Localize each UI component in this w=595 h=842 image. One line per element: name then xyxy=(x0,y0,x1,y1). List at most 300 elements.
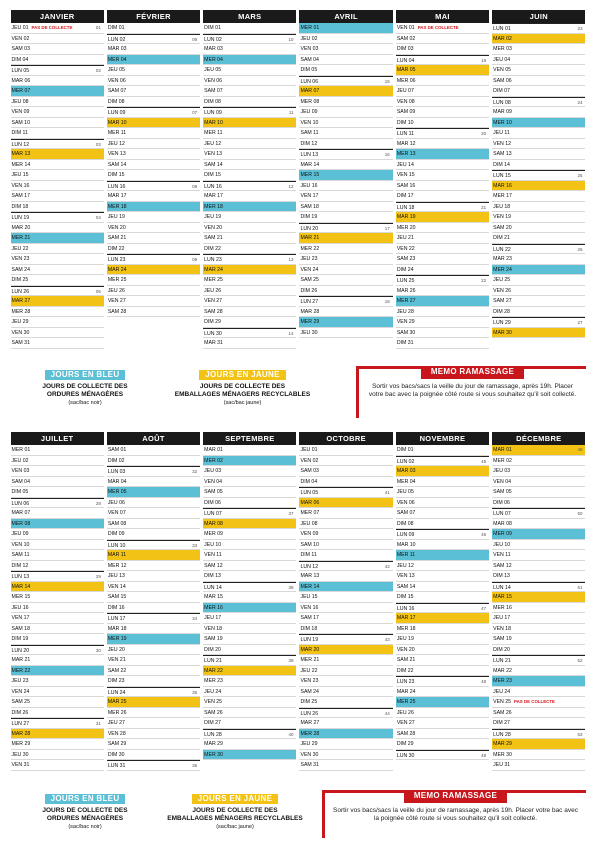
day-row xyxy=(11,750,104,761)
day-label: MAR 19 xyxy=(396,214,416,220)
day-label: JEU 26 xyxy=(107,287,125,294)
day-label: MER 09 xyxy=(204,531,223,537)
day-label: JEU 05 xyxy=(204,67,222,73)
day-label: VEN 30 xyxy=(11,329,30,336)
day-label: JEU 10 xyxy=(204,541,222,548)
day-label: DIM 16 xyxy=(107,604,125,611)
day-label: MER 25 xyxy=(107,277,127,283)
day-label: JEU 24 xyxy=(204,688,222,695)
legend-yellow-bottom xyxy=(140,794,330,831)
day-row xyxy=(396,23,489,34)
day-label: MER 18 xyxy=(204,203,223,210)
day-row xyxy=(299,508,392,519)
day-label: VEN 24 xyxy=(11,688,30,695)
day-row xyxy=(299,328,392,339)
legend-blue-tag: JOURS EN BLEU xyxy=(45,794,126,804)
day-row xyxy=(396,307,489,318)
day-row xyxy=(203,181,296,192)
day-list xyxy=(11,445,104,771)
memo-text: Sortir vos bacs/sacs la veille du jour de ramassage, après 19h. Placer votre bac avec la poignée côté route si vous souhaitez qu'il soit collecté. xyxy=(368,382,577,398)
day-row xyxy=(203,708,296,719)
day-label: MER 05 xyxy=(107,489,127,495)
week-number: 03 xyxy=(95,141,101,147)
month-avril xyxy=(298,10,394,349)
day-label: DIM 01 xyxy=(204,25,221,31)
day-row xyxy=(299,676,392,687)
day-label: LUN 29 xyxy=(493,320,511,326)
month-octobre xyxy=(298,432,394,771)
day-row xyxy=(11,550,104,561)
day-row xyxy=(492,550,585,561)
day-row xyxy=(107,760,200,771)
day-row xyxy=(11,23,104,34)
month-septembre xyxy=(202,432,298,771)
day-row xyxy=(107,603,200,614)
day-label: VEN 09 xyxy=(11,109,30,115)
day-row xyxy=(11,645,104,656)
day-row xyxy=(492,223,585,234)
day-label: JEU 05 xyxy=(107,67,125,73)
day-label: LUN 03 xyxy=(107,469,126,475)
day-row xyxy=(203,498,296,509)
day-row xyxy=(492,307,585,318)
day-row xyxy=(492,613,585,624)
day-label: MAR 16 xyxy=(493,182,512,189)
week-number: 08 xyxy=(192,183,198,189)
day-label: MER 07 xyxy=(11,88,31,94)
day-label: MER 07 xyxy=(300,510,320,516)
day-row xyxy=(203,128,296,139)
day-label: LUN 23 xyxy=(107,257,126,263)
day-label: MER 21 xyxy=(11,235,31,241)
day-label: SAM 30 xyxy=(396,329,416,336)
day-row-collecte-recyclables xyxy=(492,445,585,456)
day-list xyxy=(492,445,585,771)
day-label: JEU 12 xyxy=(107,140,125,147)
day-row xyxy=(396,34,489,45)
day-row xyxy=(492,624,585,635)
day-row xyxy=(299,718,392,729)
day-list xyxy=(107,445,200,771)
day-row xyxy=(107,540,200,551)
day-label: MAR 22 xyxy=(493,667,512,674)
day-row-collecte-om xyxy=(203,456,296,467)
day-row xyxy=(299,550,392,561)
no-collection-note: PAS DE COLLECTE xyxy=(514,699,555,704)
day-label: DIM 06 xyxy=(204,499,221,506)
day-label: JEU 02 xyxy=(11,457,29,464)
day-row xyxy=(107,191,200,202)
day-row xyxy=(11,212,104,223)
day-row xyxy=(492,729,585,740)
day-label: VEN 16 xyxy=(300,604,319,611)
day-label: MER 22 xyxy=(11,667,31,674)
day-row xyxy=(396,55,489,66)
day-row xyxy=(299,191,392,202)
day-label: SAM 03 xyxy=(300,468,319,474)
day-row xyxy=(492,540,585,551)
month-header: FÉVRIER xyxy=(107,10,200,23)
day-label: JEU 13 xyxy=(107,573,125,579)
months-bottom-row xyxy=(9,432,587,771)
day-label: LUN 26 xyxy=(300,710,319,717)
day-row xyxy=(396,750,489,761)
day-row xyxy=(107,76,200,87)
day-row-collecte-recyclables xyxy=(396,65,489,76)
day-label: MAR 30 xyxy=(493,329,512,336)
day-row xyxy=(203,582,296,593)
day-row xyxy=(11,445,104,456)
day-label: MER 29 xyxy=(11,741,31,747)
day-label: MER 04 xyxy=(204,56,223,63)
day-label: LUN 15 xyxy=(493,173,511,179)
day-row-collecte-recyclables xyxy=(299,86,392,97)
day-label: JEU 08 xyxy=(300,520,318,527)
day-label: DIM 05 xyxy=(11,489,29,495)
day-row xyxy=(492,645,585,656)
day-label: JEU 06 xyxy=(107,499,125,506)
day-label: VEN 10 xyxy=(300,119,319,126)
day-label: MAR 13 xyxy=(300,573,320,579)
day-row xyxy=(203,275,296,286)
day-row xyxy=(299,666,392,677)
day-row xyxy=(396,729,489,740)
day-label: JEU 09 xyxy=(11,531,29,537)
day-row xyxy=(107,466,200,477)
month-header: OCTOBRE xyxy=(299,432,392,445)
day-label: LUN 14 xyxy=(493,584,511,591)
week-number: 26 xyxy=(577,246,583,252)
day-label: VEN 31 xyxy=(11,762,30,768)
day-label: SAM 21 xyxy=(204,235,223,241)
day-row xyxy=(299,118,392,129)
day-row xyxy=(107,592,200,603)
day-label: JEU 17 xyxy=(493,615,511,621)
day-label: SAM 28 xyxy=(204,308,223,315)
day-row xyxy=(203,613,296,624)
day-row-collecte-recyclables xyxy=(492,181,585,192)
day-row xyxy=(492,128,585,139)
day-label: SAM 11 xyxy=(11,552,30,558)
day-row-collecte-om xyxy=(492,118,585,129)
day-row xyxy=(11,254,104,265)
day-label: MER 23 xyxy=(204,678,223,684)
day-label: VEN 03 xyxy=(11,468,30,474)
day-row xyxy=(492,76,585,87)
day-row xyxy=(299,750,392,761)
day-row xyxy=(11,466,104,477)
day-row xyxy=(299,296,392,307)
day-label: LUN 09 xyxy=(396,532,415,538)
day-label: JEU 01 xyxy=(11,25,29,31)
day-label: LUN 27 xyxy=(300,299,319,305)
day-row-collecte-om xyxy=(492,676,585,687)
day-label: SAM 24 xyxy=(300,688,319,695)
day-label: JEU 15 xyxy=(11,172,29,178)
day-label: VEN 29 xyxy=(396,319,415,325)
week-number: 12 xyxy=(288,183,294,189)
day-row xyxy=(396,687,489,698)
day-row xyxy=(107,477,200,488)
day-label: DIM 08 xyxy=(396,520,414,527)
day-label: JEU 19 xyxy=(107,214,125,220)
day-label: MAR 23 xyxy=(493,256,512,262)
day-label: MER 04 xyxy=(107,56,127,63)
day-row xyxy=(11,676,104,687)
day-label: JEU 25 xyxy=(493,277,511,283)
week-number: 35 xyxy=(192,689,198,695)
day-row xyxy=(203,160,296,171)
day-label: MAR 12 xyxy=(396,140,416,147)
day-row-collecte-recyclables xyxy=(396,466,489,477)
day-row xyxy=(299,445,392,456)
day-row xyxy=(11,65,104,76)
day-label: MER 25 xyxy=(396,699,416,705)
week-number: 52 xyxy=(577,658,583,663)
day-row xyxy=(396,624,489,635)
day-label: JEU 21 xyxy=(396,235,414,241)
day-row xyxy=(203,328,296,339)
day-row xyxy=(396,582,489,593)
day-label: SAM 13 xyxy=(493,151,512,157)
day-row-collecte-om xyxy=(299,582,392,593)
day-row xyxy=(11,328,104,339)
week-number: 49 xyxy=(481,752,487,758)
day-row xyxy=(107,275,200,286)
day-row xyxy=(396,275,489,286)
week-number: 19 xyxy=(481,57,487,63)
day-label: DIM 08 xyxy=(107,98,125,105)
day-label: MAR 21 xyxy=(11,657,31,663)
day-label: DIM 19 xyxy=(11,636,29,642)
day-row-collecte-om xyxy=(11,233,104,244)
day-label: JEU 20 xyxy=(107,646,125,653)
day-label: SAM 26 xyxy=(493,709,512,716)
day-row-collecte-recyclables xyxy=(11,296,104,307)
week-number: 37 xyxy=(288,511,294,516)
day-label: SAM 05 xyxy=(204,489,223,495)
day-label: MAR 13 xyxy=(11,151,31,157)
day-label: VEN 04 xyxy=(204,478,223,485)
day-row xyxy=(203,655,296,666)
day-row xyxy=(396,139,489,150)
week-number: 15 xyxy=(384,78,390,84)
day-row xyxy=(299,275,392,286)
week-number: 02 xyxy=(95,68,101,73)
day-label: SAM 09 xyxy=(396,109,416,115)
day-label: MER 11 xyxy=(396,552,416,558)
week-number: 25 xyxy=(577,173,583,178)
day-row xyxy=(11,655,104,666)
day-row-collecte-recyclables xyxy=(107,550,200,561)
week-number: 38 xyxy=(288,584,294,590)
day-row xyxy=(396,603,489,614)
week-number: 24 xyxy=(577,99,583,105)
day-row-collecte-recyclables xyxy=(396,613,489,624)
day-label: MER 04 xyxy=(396,478,416,485)
day-row-collecte-recyclables xyxy=(11,729,104,740)
day-label: LUN 12 xyxy=(300,563,319,570)
day-label: VEN 26 xyxy=(493,287,512,294)
day-list xyxy=(396,445,489,760)
day-label: LUN 20 xyxy=(300,225,319,232)
day-label: SAM 05 xyxy=(493,489,512,495)
day-label: MER 30 xyxy=(204,751,223,758)
week-number: 42 xyxy=(384,563,390,569)
day-label: DIM 18 xyxy=(300,625,318,632)
day-row xyxy=(107,498,200,509)
day-row xyxy=(396,529,489,540)
day-label: LUN 22 xyxy=(493,246,511,253)
memo-box-top xyxy=(356,366,586,418)
day-row xyxy=(396,118,489,129)
day-label: VEN 28 xyxy=(107,730,126,737)
day-label: MER 01 xyxy=(300,25,320,31)
day-row-collecte-om xyxy=(107,55,200,66)
day-label: SAM 19 xyxy=(204,636,223,642)
day-row xyxy=(203,739,296,750)
day-label: SAM 07 xyxy=(107,88,127,94)
day-label: LUN 07 xyxy=(493,511,511,517)
day-row xyxy=(299,477,392,488)
day-row xyxy=(396,244,489,255)
day-label: JEU 15 xyxy=(300,594,318,600)
day-label: SAM 20 xyxy=(493,224,512,231)
day-row xyxy=(299,149,392,160)
day-row xyxy=(11,718,104,729)
day-label: DIM 13 xyxy=(493,573,510,579)
day-row xyxy=(203,687,296,698)
day-label: MAR 22 xyxy=(204,667,223,674)
day-row xyxy=(107,212,200,223)
month-juillet xyxy=(9,432,105,771)
day-label: DIM 08 xyxy=(204,98,221,105)
day-label: DIM 03 xyxy=(396,46,414,52)
day-row xyxy=(11,76,104,87)
day-label: LUN 04 xyxy=(396,57,415,64)
day-row xyxy=(396,181,489,192)
day-row xyxy=(299,139,392,150)
day-row xyxy=(107,456,200,467)
day-row xyxy=(299,603,392,614)
day-row xyxy=(203,676,296,687)
legend-yellow-line1: JOURS DE COLLECTE DES xyxy=(199,383,286,390)
day-label: VEN 20 xyxy=(107,224,126,231)
day-row xyxy=(107,666,200,677)
day-row xyxy=(396,645,489,656)
day-label: SAM 29 xyxy=(107,741,127,747)
day-label: MER 02 xyxy=(204,457,223,464)
week-number: 16 xyxy=(384,152,390,157)
day-row xyxy=(11,191,104,202)
day-row xyxy=(299,128,392,139)
day-row xyxy=(492,244,585,255)
day-row xyxy=(203,86,296,97)
day-row xyxy=(203,170,296,181)
day-label: LUN 16 xyxy=(396,605,415,612)
month-header: DÉCEMBRE xyxy=(492,432,585,445)
day-row xyxy=(11,265,104,276)
day-label: JEU 26 xyxy=(396,709,414,716)
day-row xyxy=(396,328,489,339)
day-row xyxy=(396,445,489,456)
day-row xyxy=(492,275,585,286)
week-number: 46 xyxy=(481,532,487,537)
no-collection-note: PAS DE COLLECTE xyxy=(31,25,73,30)
day-row-collecte-om xyxy=(11,666,104,677)
day-row xyxy=(11,223,104,234)
day-row xyxy=(107,44,200,55)
day-row xyxy=(11,107,104,118)
day-row xyxy=(11,34,104,45)
day-row-collecte-recyclables xyxy=(203,666,296,677)
day-label: LUN 08 xyxy=(493,99,511,106)
day-row xyxy=(107,655,200,666)
week-number: 34 xyxy=(192,616,198,621)
day-label: JEU 30 xyxy=(300,329,318,336)
day-row-collecte-om xyxy=(11,86,104,97)
day-label: VEN 17 xyxy=(11,615,30,621)
day-label: MER 18 xyxy=(396,625,416,632)
week-number: 51 xyxy=(577,584,583,590)
day-label: VEN 20 xyxy=(396,646,415,653)
day-label: JEU 12 xyxy=(204,140,222,147)
day-list xyxy=(299,23,392,338)
day-row xyxy=(299,44,392,55)
day-row xyxy=(299,487,392,498)
day-label: DIM 25 xyxy=(11,277,29,283)
day-row xyxy=(107,34,200,45)
day-row xyxy=(396,76,489,87)
day-label: VEN 02 xyxy=(11,35,30,42)
day-row-collecte-recyclables xyxy=(203,265,296,276)
day-label: DIM 18 xyxy=(11,203,29,210)
week-number: 29 xyxy=(95,574,101,579)
day-row xyxy=(11,529,104,540)
day-label: LUN 17 xyxy=(107,616,126,622)
day-label: MER 14 xyxy=(11,161,31,168)
day-row xyxy=(11,687,104,698)
day-label: VEN 27 xyxy=(396,720,415,726)
week-number: 36 xyxy=(192,763,198,768)
day-label: MAR 17 xyxy=(396,615,416,621)
no-collection-note: PAS DE COLLECTE xyxy=(417,25,459,30)
day-label: DIM 26 xyxy=(300,287,318,294)
day-label: VEN 24 xyxy=(300,266,319,273)
day-row xyxy=(203,296,296,307)
day-row xyxy=(203,477,296,488)
day-label: VEN 18 xyxy=(204,625,223,632)
day-row-collecte-om xyxy=(203,750,296,761)
day-row xyxy=(396,128,489,139)
day-row xyxy=(396,233,489,244)
legend-blue-line1: JOURS DE COLLECTE DES xyxy=(42,383,128,390)
day-label: VEN 06 xyxy=(396,499,415,506)
day-label: SAM 28 xyxy=(107,308,127,315)
day-label: JEU 02 xyxy=(300,35,318,42)
day-row xyxy=(107,687,200,698)
day-label: DIM 07 xyxy=(493,88,510,94)
day-row xyxy=(203,529,296,540)
day-label: MAR 29 xyxy=(204,741,223,747)
day-row xyxy=(299,540,392,551)
day-label: JEU 23 xyxy=(11,678,29,684)
day-row xyxy=(492,107,585,118)
day-row xyxy=(203,508,296,519)
day-label: MER 25 xyxy=(204,277,223,283)
day-row xyxy=(299,223,392,234)
day-label: MER 02 xyxy=(493,457,512,464)
